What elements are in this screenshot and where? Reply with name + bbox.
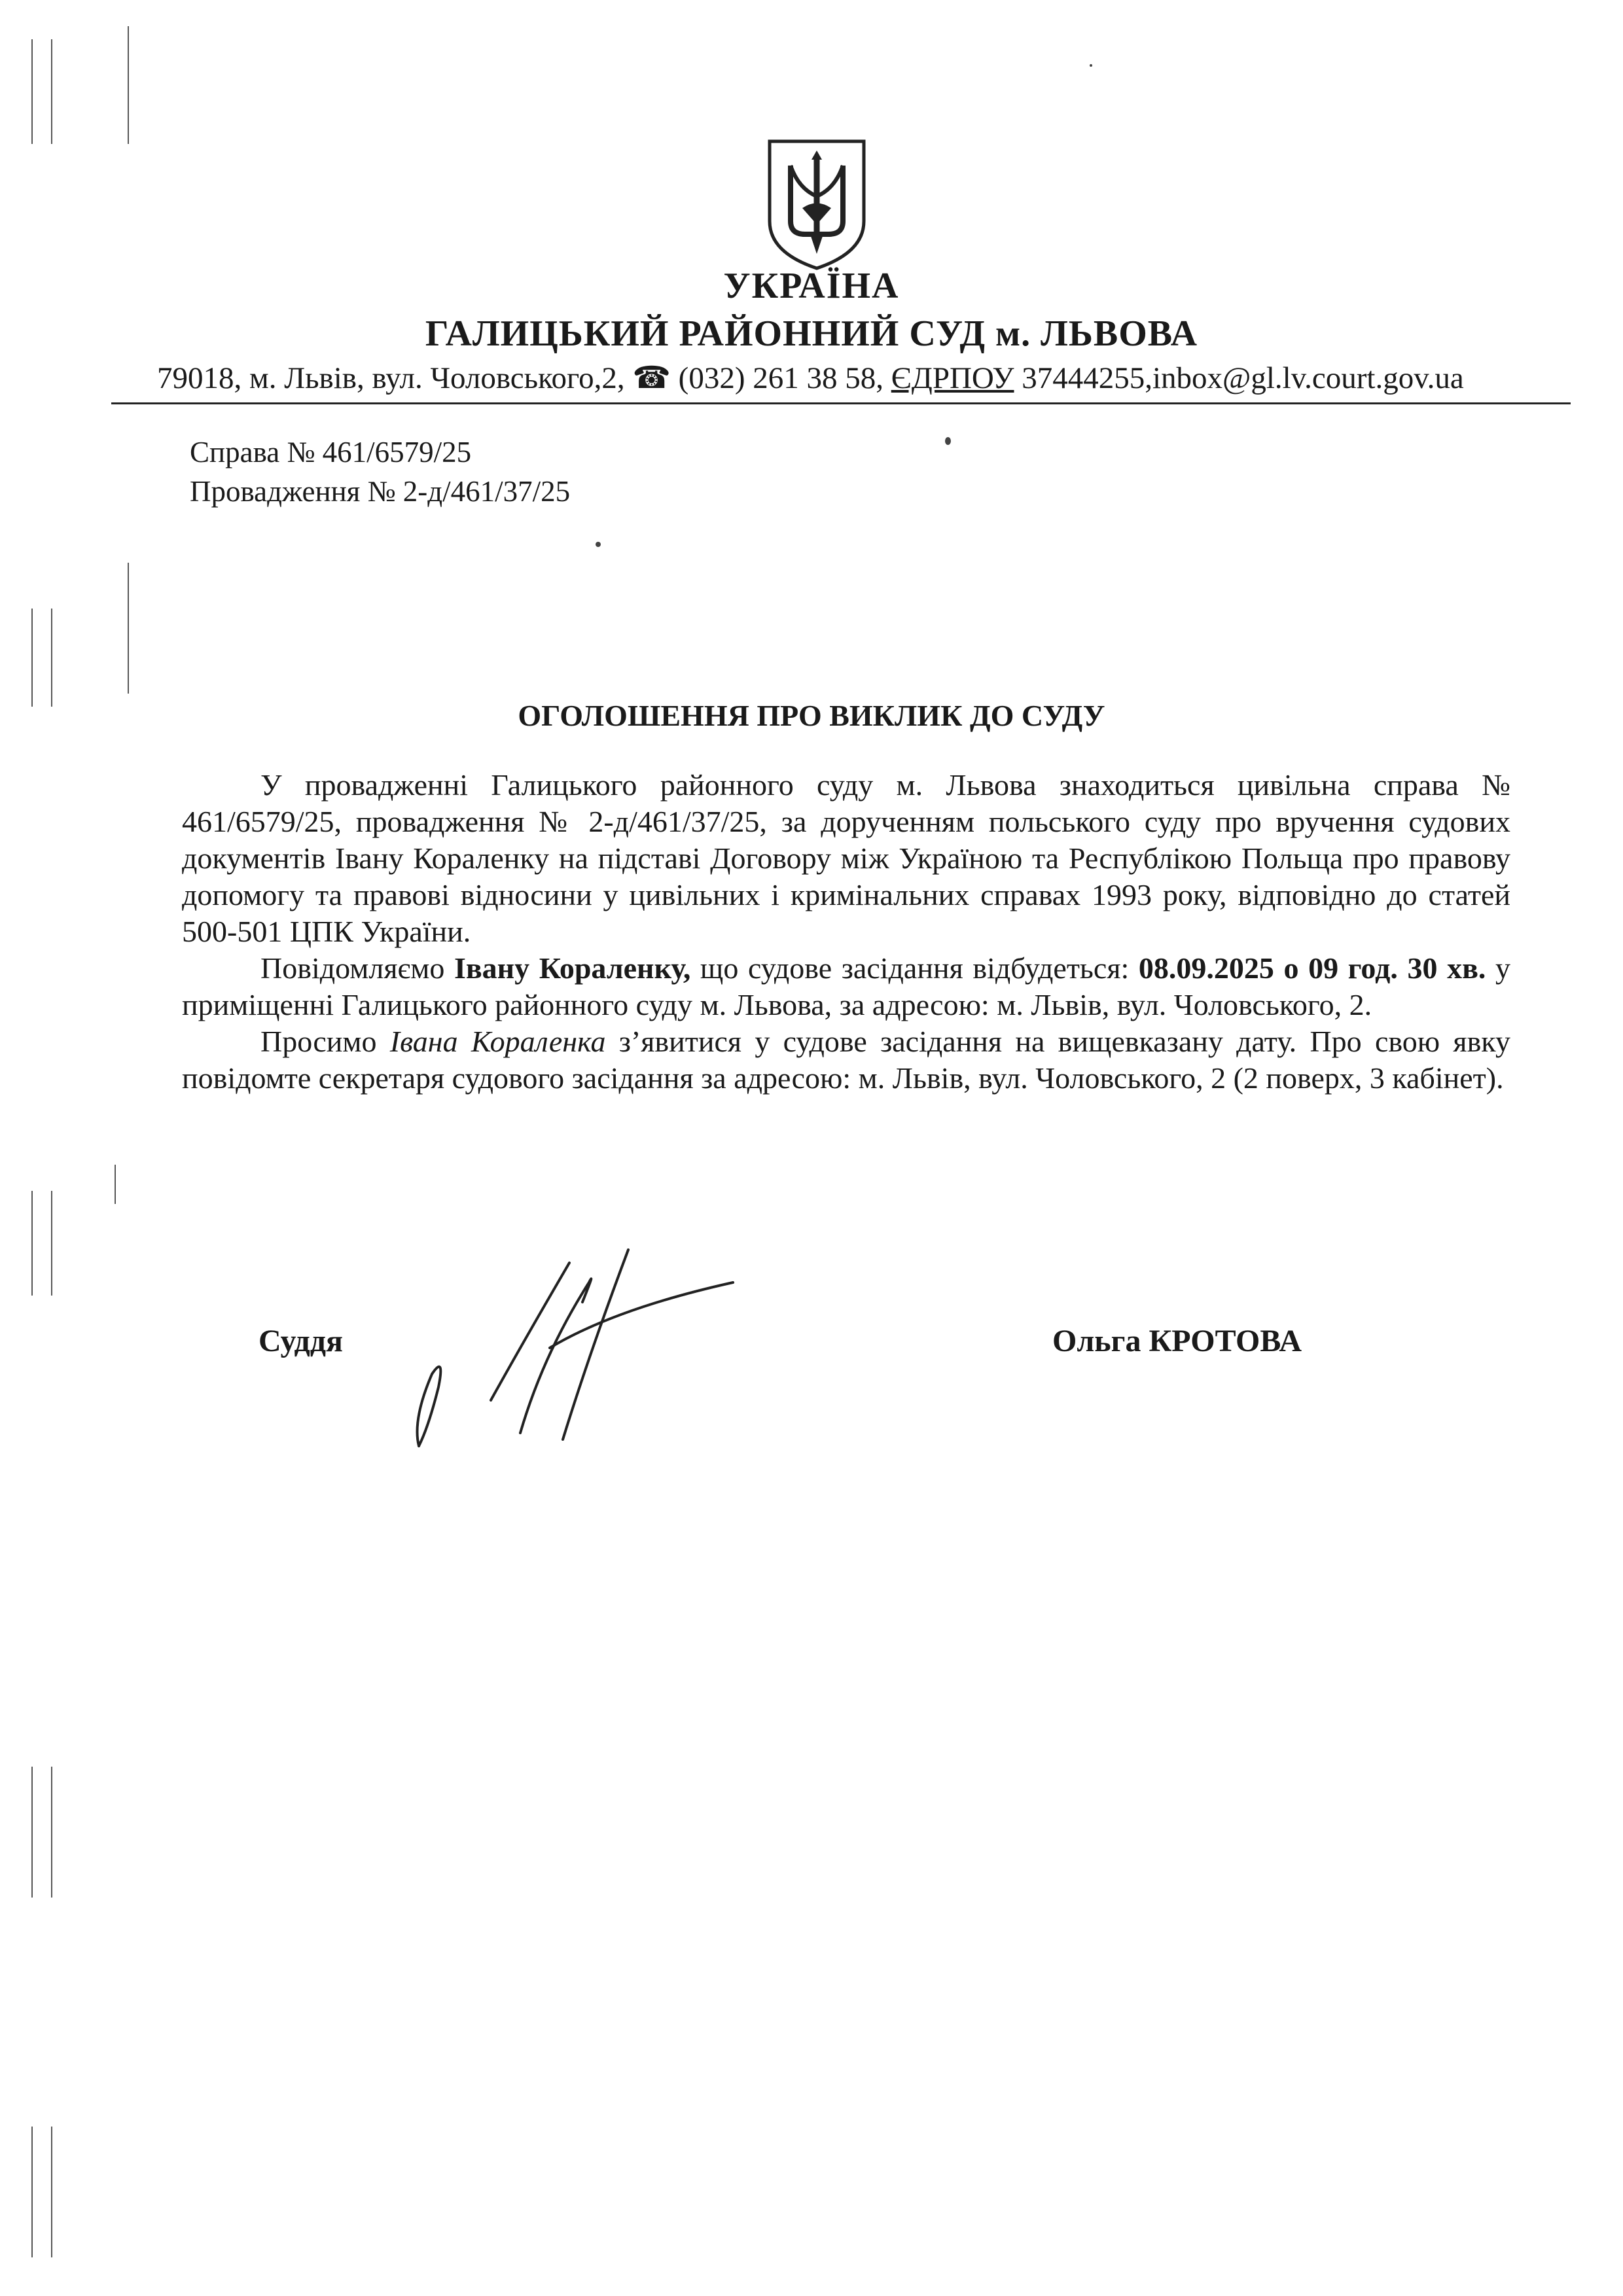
phone-number: (032) 261 38 58,: [678, 361, 883, 395]
judge-label: Суддя: [259, 1324, 343, 1358]
scan-artifact-line: [31, 609, 33, 707]
paragraph-hearing-notice: [182, 950, 1510, 1023]
proceeding-number: Провадження № 2-д/461/37/25: [190, 475, 571, 508]
judge-name: Ольга КРОТОВА: [1052, 1324, 1302, 1358]
scan-speck: [945, 437, 951, 445]
paragraph-request: [182, 1023, 1510, 1097]
scan-artifact-line: [51, 1767, 52, 1898]
case-number: Справа № 461/6579/25: [190, 436, 472, 468]
trident-emblem-icon: [764, 136, 869, 272]
scan-artifact-line: [51, 1191, 52, 1296]
text-span: з’явитися у судове засідання на вищевказану дату. Про свою явку повідомте секретаря судового засідання за адресою: м. Львів, вул. Чоловського, 2 (2 поверх, 3 кабінет).: [182, 1025, 1510, 1095]
scan-artifact-line: [128, 26, 129, 144]
court-address-line: [157, 360, 1571, 396]
text-span: Просимо: [260, 1025, 390, 1058]
text-span: що судове засідання відбудеться:: [690, 951, 1139, 985]
document-title: ОГОЛОШЕННЯ ПРО ВИКЛИК ДО СУДУ: [518, 699, 1105, 732]
edrpou-label: ЄДРПОУ: [891, 361, 1014, 395]
hearing-datetime: 08.09.2025 о 09 год. 30 хв.: [1138, 951, 1486, 985]
edrpou-email: 37444255,inbox@gl.lv.court.gov.ua: [1022, 361, 1464, 395]
scan-artifact-line: [128, 563, 129, 694]
scan-artifact-line: [115, 1165, 116, 1204]
scan-speck: [596, 542, 601, 547]
country-heading: УКРАЇНА: [723, 266, 900, 306]
paragraph-case-info: У провадженні Галицького районного суду м. Львова знаходиться цивільна справа № 461/6579/25, провадження № 2-д/461/37/25, за дорученням польського суду про вручення судових документів Івану Кораленку на підставі Договору між Україною та Республікою Польща про правову допомогу та правові відносини у цивільних і кримінальних справах 1993 року, відповідно до статей 500-501 ЦПК України.: [182, 768, 1510, 948]
text-span: Повідомляємо: [260, 951, 454, 985]
scan-artifact-line: [31, 2127, 33, 2257]
address-text: 79018, м. Львів, вул. Чоловського,2,: [157, 361, 625, 395]
announcement-body: [182, 767, 1510, 1097]
handwritten-signature: [393, 1224, 759, 1459]
scan-artifact-line: [51, 609, 52, 707]
scan-artifact-line: [51, 39, 52, 144]
recipient-name: Івану Кораленку,: [454, 951, 691, 985]
scan-artifact-line: [51, 2127, 52, 2257]
text-span: у приміщенні Галицького районного суду м. Львова, за адресою: м. Львів, вул. Чоловського, 2.: [182, 951, 1511, 1021]
scan-artifact-line: [31, 1191, 33, 1296]
recipient-name-italic: Івана Кораленка: [389, 1025, 606, 1058]
scan-artifact-line: [31, 39, 33, 144]
header-divider: [111, 402, 1571, 404]
scan-artifact-line: [31, 1767, 33, 1898]
court-heading: ГАЛИЦЬКИЙ РАЙОННИЙ СУД м. ЛЬВОВА: [425, 313, 1198, 354]
phone-icon: ☎: [632, 361, 671, 395]
scan-speck: [1090, 64, 1092, 67]
